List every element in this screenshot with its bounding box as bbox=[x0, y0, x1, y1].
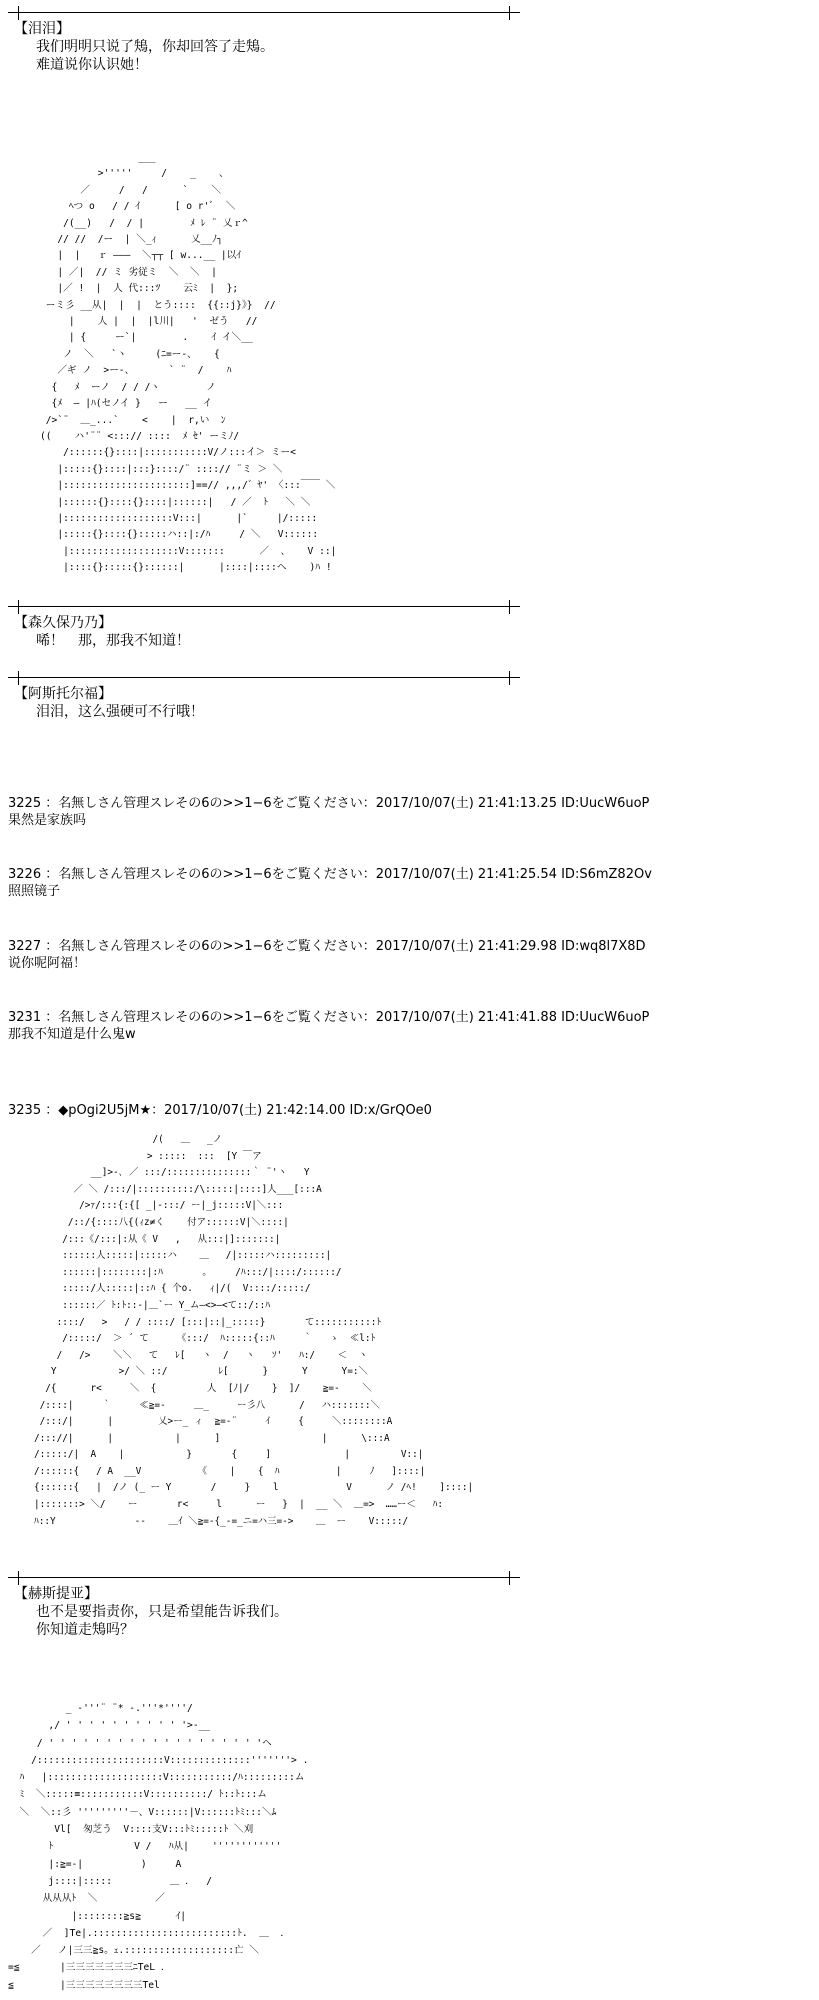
post-header: 3226 ：名無しさん管理スレその6の>>1−6をご覧ください：2017/10/07(土) 21:41:25.54 ID:S6mZ82Ov bbox=[8, 867, 652, 882]
divider-line bbox=[8, 677, 520, 678]
post-entry bbox=[8, 795, 649, 829]
post-header: 3227 ：名無しさん管理スレその6の>>1−6をご覧ください：2017/10/07(土) 21:41:29.98 ID:wq8l7X8D bbox=[8, 939, 646, 954]
speaker-name: 【阿斯托尔福】 bbox=[14, 686, 112, 702]
ascii-art-girl: ___ >''''' / _ 、 ／ / / ` ＼ ﾍつ o / / ｲ [ o r'ﾞ ＼ /(__) / / | ﾒ ﾚ ¨ 乂ｒ^ // // /ー | ＼_ｨ 乂__ﾉ┐ | | ｒ ――― ＼┬┬ [ w...__ |以ｲ | ／| // ミ 劣従ミ ＼ ＼ | |／ ! | 人 代:::ﾂ 云ﾐ | }; ーミ彡 __从| | | とう:::: {{::j}》} // | 人 | | |l川| ' ゼう // | { ー`| . ｲ イ＼__ ノ ＼ `ヽ (ﾆ=ー-、 { ／ギ ノ >ー-、 ` ¨ / ﾊ { ﾒ ーノ / / /ヽ ノ {ﾒ ― |ﾊ(セノイ } ー __ イ />`¨ ＿_...` < | r,い ﾝ (( ハ'¨¨ <:::// :::: ﾒ ｾ' ーミﾉ/ /::::::{}::::|:::::::::::V/ノ:::イ＞ ミー< |:::::{}::::|:::}::::/¨ ::::// ¨ミ ＞ ＼ |::::::::::::::::::::::]==// ,,,/゛ﾔ' 〈:::￣￣ ＼ |::::::{}::::{}::::|::::::| / ／ ﾄ ＼ ＼ |:::::::::::::::::::V:::| |` |/::::: |:::::{}::::{}:::::ハ::|:/ﾊ / ＼ V:::::: |:::::::::::::::::::V::::::: ／ 、 V ::| |::::{}:::::{}::::::| |::::|::::ヘ )ﾊ ! bbox=[40, 152, 337, 574]
dialog-block-1 bbox=[14, 20, 274, 74]
post-entry bbox=[8, 1009, 649, 1043]
post-entry bbox=[8, 938, 646, 972]
speech-line: 也不是要指责你，只是希望能告诉我们。 bbox=[36, 1604, 288, 1620]
speech-line: 你知道走鴩吗？ bbox=[36, 1622, 134, 1638]
post-entry bbox=[8, 866, 652, 900]
post-body: 那我不知道是什么鬼w bbox=[8, 1027, 136, 1042]
speech-line: 唏！ 那，那我不知道！ bbox=[36, 633, 190, 649]
post-header: 3235 ：◆pOgi2U5jM★：2017/10/07(土) 21:42:14.00 ID:x/GrQOe0 bbox=[8, 1103, 432, 1118]
post-body: 说你呢阿福！ bbox=[8, 956, 87, 971]
divider-line bbox=[8, 1577, 520, 1578]
speaker-name: 【泪泪】 bbox=[14, 21, 70, 37]
post-header: 3231 ：名無しさん管理スレその6の>>1−6をご覧ください：2017/10/07(土) 21:41:41.88 ID:UucW6uoP bbox=[8, 1010, 650, 1025]
dialog-block-4 bbox=[14, 1585, 288, 1639]
speaker-name: 【森久保乃乃】 bbox=[14, 615, 112, 631]
speaker-name: 【赫斯提亚】 bbox=[14, 1586, 98, 1602]
dialog-block-2 bbox=[14, 614, 190, 650]
post-entry bbox=[8, 1102, 432, 1119]
dialog-block-3 bbox=[14, 685, 204, 721]
ascii-art-hestia: _ -'''¨ ¨* ‐.'''*''''/ ,/ ' ' ' ' ' ' ' ' ' ' '>-__ / ' ' ' ' ' ' ' ' ' ' ' ' ' ' ' ' ' ' 'ヘ /::::::::::::::::::::::V::::::::::::::'''''''> . ﾊ |::::::::::::::::::::V:::::::::::/ﾊ:::::::::ム ﾐ ＼:::::≡:::::::::::V::::::::::/ ﾄ::ﾄ:::ム ＼ ＼::彡 '''''''''－、V::::::|V::::::ﾄﾐ:::＼ﾑ Vl[ 匆芝う V::::支V:::ﾄﾐ:::::ﾄ ＼刈 ﾄ V / ﾊ从| '''''''''''' |:≧=-| ) A j::::|::::: ＿ ． / 从从从ﾄ ＼ ／ |::::::::≧s≧ ｲ| ／ ]Te|.:::::::::::::::::::::::::ﾄ. ＿ ． ／ ノ|三三≧s。ｪ.:::::::::::::::::::亡 ＼ =≦ |三三三三三三三ﾆTeL ． ≦ |三三三三三三三三Tel bbox=[8, 1703, 309, 1991]
ascii-art-astolfo: /( ＿ _ノ > ::::: ::: [Y ￣ア __]>-､ ／ :::/:::::::::::::::｀ ¨'ヽ Y ／ ＼ /:::/|::::::::::/\:::::|::::]人___[:::A />ｧ/:::{:{[ _|-:::/ ー|_j:::::V|＼::: /::/{::::八{(ｨz≠く 付ア::::::V|＼::::| /:::《/:::|:从《 V , 从:::|]:::::::| ::::::人:::::|:::::ハ ＿ /|:::::ハ:::::::::| ::::::|::::::::|:ﾊ ｡ /ﾊ:::/|::::/::::::/ :::::/人:::::|::ﾊ { 个o. ｨ|/( V::::/:::::/ ::::::／ ﾄ:ﾄ::-|＿`ー Y_ム―<>―<て::/::ﾊ ::::/ > / / ::::/ [:::|::|_:::::} て:::::::::::ﾄ /:::::/ ＞ ´ て 《:::/ ﾊ:::::{::ﾊ ｀ ゝ ≪l:ﾄ / /> ＼＼ て ﾚ[ ヽ / ヽ ｿ' ﾊ:/ ＜ ヽ Y >/ ＼ ::/ ﾚ[ } Y Y=:＼ /{ r< ＼ { 人 [ﾉ|/ } ]/ ≧=- ＼ /::::| ｀ ≪≧=- ＿_ ー彡八 / ハ:::::::＼ /:::/| | 乂>ー_ ィ ≧=-¨ ｲ { ＼::::::::A /::://| | | ] | \:::A /:::::/| A | } { ] | V::| /::::::{ / A __V 《 | { ﾊ | ﾉ ]::::| {::::::{ | /ノ (_ ー Y / } l V ノ /ﾍ! ]::::| |:::::::> ＼/ ー r< l ー } | __ ＼ ＿=> ……ー＜ ﾊ: ﾊ::Y -- ＿ｲ ＼≧=-{_-=_ニ=ハ三=-> ＿ ー V:::::/ bbox=[34, 1134, 474, 1527]
speech-line: 难道说你认识她！ bbox=[36, 57, 148, 73]
divider-line bbox=[8, 12, 520, 13]
speech-line: 我们明明只说了鴩，你却回答了走鴩。 bbox=[36, 39, 274, 55]
speech-line: 泪泪，这么强硬可不行哦！ bbox=[36, 704, 204, 720]
post-header: 3225 ：名無しさん管理スレその6の>>1−6をご覧ください：2017/10/07(土) 21:41:13.25 ID:UucW6uoP bbox=[8, 796, 650, 811]
divider-line bbox=[8, 606, 520, 607]
post-body: 照照镜子 bbox=[8, 884, 61, 899]
post-body: 果然是家族吗 bbox=[8, 813, 87, 828]
